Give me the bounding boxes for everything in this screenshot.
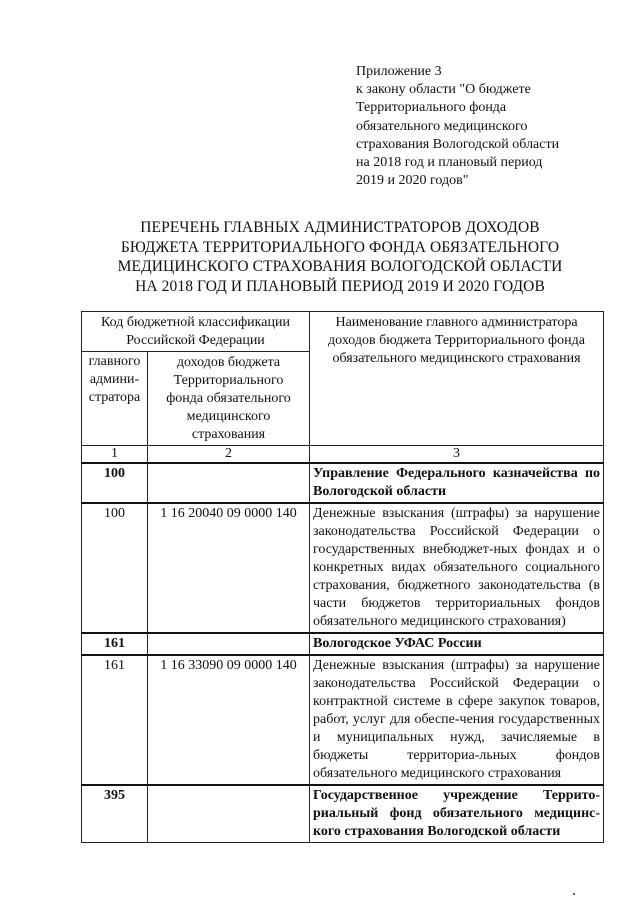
column-number: 2 (148, 446, 310, 464)
name-column-header: Наименование главного администратора доходов бюджета Территориального фонда обязательного медицинского страхования (310, 312, 604, 446)
table-row (82, 633, 604, 655)
document-title (70, 218, 610, 296)
appendix-line: к закону области "О бюджете (356, 82, 531, 98)
table-row (82, 503, 604, 633)
income-code-cell (148, 463, 310, 503)
income-description-cell: Денежные взыскания (штрафы) за нарушение законодательства Российской Федерации о контрактной системе в сфере закупок товаров, работ, услуг для обеспе-чения государственных и муниципальных нужд, зачисляемые в бюджеты территориа-льных фондов обязательного медицинского страхования (310, 655, 604, 785)
appendix-line: обязательного медицинского (356, 118, 528, 134)
administrator-name-cell: Управление Федерального казначейства по Вологодской области (310, 463, 604, 503)
administrator-name-cell: Государственное учреждение Террито-риальный фонд обязательного медицинс-кого страхования Вологодской области (310, 785, 604, 843)
income-column-header: доходов бюджета Территориального фонда обязательного медицинского страхования (148, 352, 310, 446)
appendix-line: на 2018 год и плановый период (356, 155, 543, 171)
title-line: НА 2018 ГОД И ПЛАНОВЫЙ ПЕРИОД 2019 И 2020 ГОДОВ (135, 277, 545, 295)
appendix-line: 2019 и 2020 годов" (356, 173, 469, 189)
income-code-cell (148, 633, 310, 655)
administrators-table (81, 311, 604, 843)
income-code-cell: 1 16 20040 09 0000 140 (148, 503, 310, 633)
appendix-note (356, 63, 626, 190)
admin-column-header: главного админи-стратора (82, 352, 148, 446)
appendix-line: страхования Вологодской области (356, 136, 560, 152)
appendix-line: Приложение 3 (356, 64, 442, 79)
kbk-group-header: Код бюджетной классификации Российской Федерации (82, 312, 310, 352)
title-line: ПЕРЕЧЕНЬ ГЛАВНЫХ АДМИНИСТРАТОРОВ ДОХОДОВ (140, 219, 540, 236)
column-number: 1 (82, 446, 148, 464)
title-line: БЮДЖЕТА ТЕРРИТОРИАЛЬНОГО ФОНДА ОБЯЗАТЕЛЬНОГО (120, 238, 560, 256)
table-row (82, 785, 604, 843)
appendix-line: Территориального фонда (356, 100, 507, 116)
scan-speck (573, 893, 575, 895)
admin-code-cell: 100 (82, 503, 148, 633)
income-code-cell (148, 785, 310, 843)
admin-code-cell: 161 (82, 633, 148, 655)
admin-code-cell: 395 (82, 785, 148, 843)
table-row (82, 463, 604, 503)
admin-code-cell: 100 (82, 463, 148, 503)
column-number: 3 (310, 446, 604, 464)
admin-code-cell: 161 (82, 655, 148, 785)
income-code-cell: 1 16 33090 09 0000 140 (148, 655, 310, 785)
table-row (82, 655, 604, 785)
income-description-cell: Денежные взыскания (штрафы) за нарушение законодательства Российской Федерации о государственных внебюджет-ных фондах и о конкретных видах обязательного социального страхования, бюджетного законодательства (в части бюджетов территориальных фондов обязательного медицинского страхования) (310, 503, 604, 633)
administrator-name-cell: Вологодское УФАС России (310, 633, 604, 655)
title-line: МЕДИЦИНСКОГО СТРАХОВАНИЯ ВОЛОГОДСКОЙ ОБЛАСТИ (117, 258, 563, 275)
